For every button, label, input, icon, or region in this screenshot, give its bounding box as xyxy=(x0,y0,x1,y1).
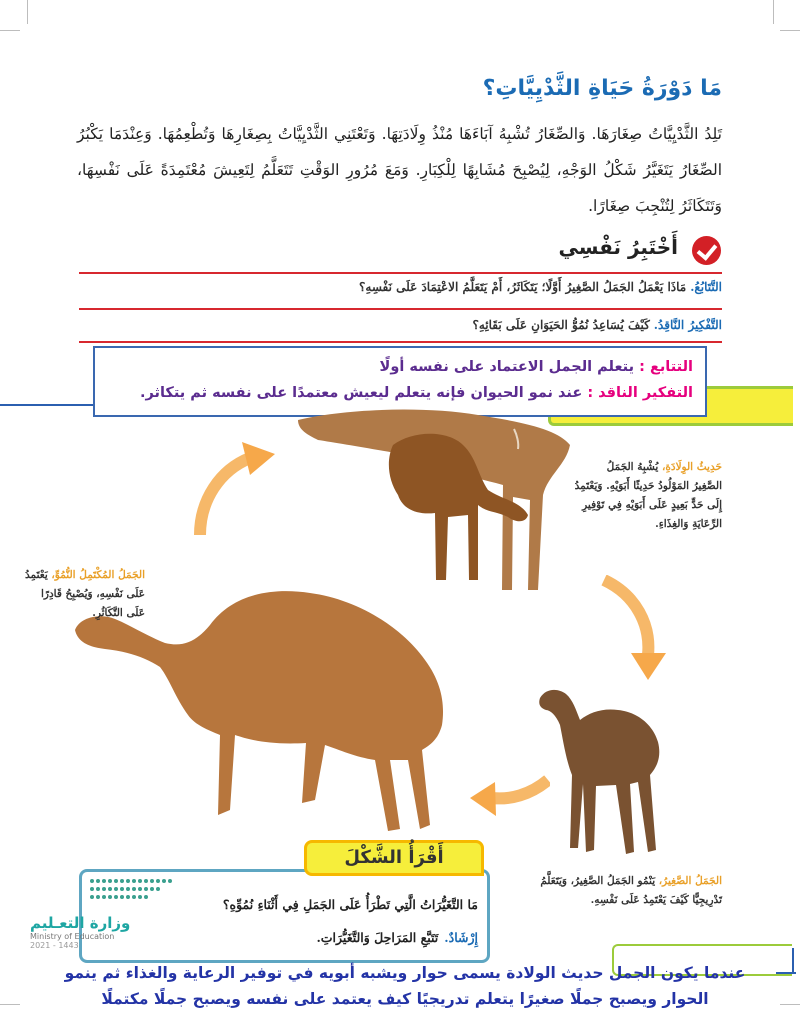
answer-label: التتابع : xyxy=(639,359,693,375)
crop-mark xyxy=(27,0,28,24)
annotation-line xyxy=(0,404,93,406)
hint-text: تَتَبَّعِ المَرَاحِلَ وَالتَّغَيُّرَاتِ. xyxy=(316,930,439,945)
read-figure-title: أَقْرَأُ الشَّكْلَ xyxy=(304,840,484,876)
ministry-year: 2021 - 1443 xyxy=(30,941,79,950)
page-heading: مَا دَوْرَةُ حَيَاةِ الثَّدْيِيَّاتِ؟ xyxy=(482,76,722,101)
caption-adult xyxy=(25,566,145,623)
cycle-arrow-left xyxy=(470,770,550,820)
crop-mark xyxy=(0,1004,20,1005)
caption-young xyxy=(527,872,722,910)
answer-line xyxy=(107,354,693,380)
divider xyxy=(79,308,722,310)
question-text: كَيْفَ يُسَاعِدُ نُمُوُّ الحَيَوَانِ عَلَى بَقَائِهِ؟ xyxy=(472,318,650,332)
cycle-arrow-down xyxy=(596,575,676,685)
crop-mark xyxy=(0,30,20,31)
read-figure-hint xyxy=(316,930,478,945)
read-figure-question: مَا التَّغَيُّرَاتُ الَّتِي تَطْرَأُ عَلَى الجَمَلِ فِي أَثْنَاءِ نُمُوِّهِ؟ xyxy=(222,897,478,912)
ministry-name-english: Ministry of Education xyxy=(30,932,115,941)
divider xyxy=(79,272,722,274)
annotation-line xyxy=(792,948,794,974)
caption-label: الجَمَلُ المُكْتَمِلُ النُّمُوِّ، xyxy=(51,569,145,581)
question-text: مَاذَا يَعْمَلُ الجَمَلُ الصَّغِيرُ أَوَّلًا؛ يَتَكَاثَرُ، أَمْ يَتَعَلَّمُ الاعْتِمَادَ عَلَى نَفْسِهِ؟ xyxy=(359,280,687,294)
body-paragraph: تَلِدُ الثَّدْيِيَّاتُ صِغَارَهَا. وَالصِّغَارُ تُشْبِهُ آبَاءَهَا مُنْذُ وِلَادَتِهَا. وَتَعْتَنِي الثَّدْيِيَّاتُ بِصِغَارِهَا وَتُطْعِمُهَا. وَعِنْدَمَا يَكْبُرُ الصِّغَارُ يَتَغَيَّرُ شَكْلُ الوَجْهِ، لِيُصْبِحَ مُشَابِهًا لِلْكِبَارِ. وَمَعَ مُرُورِ الوَقْتِ تَتَعَلَّمُ لِتَعِيشَ مُعْتَمِدَةً عَلَى نَفْسِهَا، وَتَتَكَاثَرُ لِتُنْجِبَ صِغَارًا. xyxy=(77,125,722,215)
crop-mark xyxy=(780,1004,800,1005)
caption-label: حَدِيثُ الوِلَادَةِ، xyxy=(662,461,722,473)
caption-newborn xyxy=(574,458,722,534)
question-critical-thinking xyxy=(472,318,722,332)
crop-mark xyxy=(773,0,774,24)
young-camel-image xyxy=(538,680,678,860)
ministry-logo xyxy=(30,914,130,950)
question-label: التَّفْكِيرُ النَّاقِدُ. xyxy=(653,318,722,332)
answer-label: التفكير الناقد : xyxy=(587,385,693,401)
cycle-arrow-up xyxy=(190,440,280,540)
question-sequence xyxy=(359,280,722,294)
ministry-name-arabic: وزارة التعـليم xyxy=(30,914,131,932)
caption-text: يُشْبِهُ الجَمَلُ الصَّغِيرُ المَوْلُودُ حَدِيثًا أَبَوَيْهِ. وَيَعْتَمِدُ إِلَى حَدٍّ بَعِيدٍ عَلَى أَبَوَيْهِ فِي تَوْفِيرِ الرِّعَايَةِ وَالغِذَاءِ. xyxy=(574,461,722,530)
answer-text: يتعلم الجمل الاعتماد على نفسه أولًا xyxy=(379,359,635,375)
crop-mark xyxy=(780,30,800,31)
handwritten-footer-answer: عندما يكون الجمل حديث الولادة يسمى حوار ويشبه أبويه في توفير الرعاية والغذاء ثم ينمو الحوار ويصبح جملًا صغيرًا يتعلم تدريجيًا كيف يعتمد على نفسه ويصبح جملًا مكتملًا xyxy=(64,964,746,1008)
caption-text: يَنْمُو الجَمَلُ الصَّغِيرُ، وَيَتَعَلَّمُ تَدْرِيجِيًّا كَيْفَ يَعْتَمِدُ عَلَى نَفْسِهِ. xyxy=(540,875,722,906)
ministry-dots-logo xyxy=(88,876,178,906)
caption-label: الجَمَلُ الصَّغِيرُ، xyxy=(658,875,722,887)
answer-text: عند نمو الحيوان فإنه يتعلم ليعيش معتمدًا على نفسه ثم يتكاثر. xyxy=(140,385,583,401)
self-test-title: أَخْتَبِرُ نَفْسِي xyxy=(558,235,678,259)
check-icon xyxy=(692,236,721,265)
answer-line xyxy=(107,380,693,406)
hint-label: إِرْشَادٌ. xyxy=(444,930,478,945)
question-label: التَّتَابُعُ. xyxy=(690,280,722,294)
caption-text: يَعْتَمِدُ عَلَى نَفْسِهِ، وَيُصْبِحُ قَادِرًا عَلَى التَّكَاثُرِ. xyxy=(25,569,145,619)
mother-and-calf-camel-image xyxy=(298,405,573,595)
divider xyxy=(79,341,722,343)
